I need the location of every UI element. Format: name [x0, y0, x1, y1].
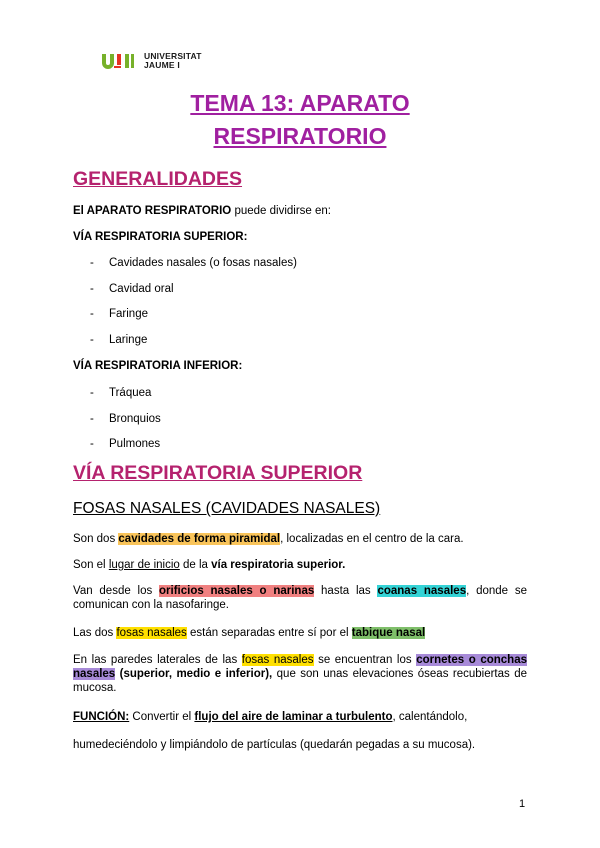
list-item-text: Tráquea: [109, 387, 152, 399]
text: Convertir el: [129, 711, 195, 723]
bold-flujo: flujo del aire de laminar a turbulento: [194, 711, 393, 723]
logo-line-2: JAUME I: [144, 60, 180, 70]
list-item: [90, 282, 174, 296]
list-item: [90, 437, 160, 451]
list-dash: -: [90, 413, 94, 425]
highlight-tabique: tabique nasal: [351, 627, 426, 639]
inferior-label: VÍA RESPIRATORIA INFERIOR:: [73, 360, 243, 372]
intro-paragraph: [73, 204, 331, 218]
university-logo: [100, 50, 202, 72]
highlight-cavidades: cavidades de forma piramidal: [118, 533, 281, 545]
text: Son el: [73, 559, 109, 571]
heading-generalidades: GENERALIDADES: [73, 168, 243, 190]
superior-label: VÍA RESPIRATORIA SUPERIOR:: [73, 231, 248, 243]
text: Van desde los: [73, 585, 160, 597]
text: Son dos: [73, 533, 119, 545]
text: que son unas elevaciones óseas recubiertas de mucosa.: [73, 668, 527, 694]
logo-line-1: UNIVERSITAT: [144, 51, 202, 61]
highlight-cornetes: cornetes o conchas nasales: [73, 654, 527, 680]
list-dash: -: [90, 257, 94, 269]
list-item-text: Bronquios: [109, 413, 161, 425]
highlight-orificios: orificios nasales o narinas: [159, 585, 315, 597]
list-dash: -: [90, 334, 94, 346]
text: se encuentran los: [313, 654, 417, 666]
paragraph-5: [73, 653, 527, 695]
list-dash: -: [90, 387, 94, 399]
intro-rest: puede dividirse en:: [231, 205, 331, 217]
list-item: [90, 256, 297, 270]
logo-text: [144, 52, 202, 70]
text: , calentándolo,: [392, 711, 468, 723]
list-item-text: Pulmones: [109, 438, 161, 450]
text: , localizadas en el centro de la cara.: [280, 533, 464, 545]
highlight-fosas: fosas nasales: [241, 654, 314, 666]
list-dash: -: [90, 283, 94, 295]
paragraph-4: [73, 626, 425, 640]
text: Las dos: [73, 627, 117, 639]
list-item: [90, 412, 161, 426]
list-item-text: Laringe: [109, 334, 148, 346]
highlight-coanas: coanas nasales: [377, 585, 467, 597]
heading-via-superior: VÍA RESPIRATORIA SUPERIOR: [73, 462, 363, 484]
heading-fosas-nasales: FOSAS NASALES (CAVIDADES NASALES): [73, 500, 381, 517]
paragraph-3: [73, 584, 527, 612]
list-item: [90, 386, 151, 400]
page-number: 1: [519, 798, 526, 810]
bold-via-superior: vía respiratoria superior.: [211, 559, 346, 571]
text: , donde se comunican con la nasofaringe.: [73, 585, 527, 611]
page-title-line-1: TEMA 13: APARATO: [190, 90, 410, 116]
highlight-fosas: fosas nasales: [116, 627, 187, 639]
paragraph-1: [73, 532, 464, 546]
list-item-text: Cavidades nasales (o fosas nasales): [109, 257, 297, 269]
list-dash: -: [90, 438, 94, 450]
page-title-line-2: RESPIRATORIO: [213, 123, 387, 149]
paragraph-7: humedeciéndolo y limpiándolo de partículas (quedarán pegadas a su mucosa).: [73, 739, 476, 751]
list-item-text: Faringe: [109, 308, 148, 320]
underlined-lugar-inicio: lugar de inicio: [108, 559, 180, 571]
paragraph-6: [73, 710, 467, 724]
intro-bold: El APARATO RESPIRATORIO: [73, 205, 232, 217]
text: están separadas entre sí por el: [186, 627, 352, 639]
funcion-label: FUNCIÓN:: [73, 711, 130, 723]
list-dash: -: [90, 308, 94, 320]
paragraph-2: [73, 558, 345, 572]
uji-logo-icon: [100, 51, 140, 71]
list-item-text: Cavidad oral: [109, 283, 174, 295]
text: de la: [179, 559, 212, 571]
bold-cornetes-types: (superior, medio e inferior),: [115, 668, 273, 680]
list-item: [90, 333, 147, 347]
list-item: [90, 307, 148, 321]
text: En las paredes laterales de las: [73, 654, 242, 666]
text: hasta las: [314, 585, 378, 597]
